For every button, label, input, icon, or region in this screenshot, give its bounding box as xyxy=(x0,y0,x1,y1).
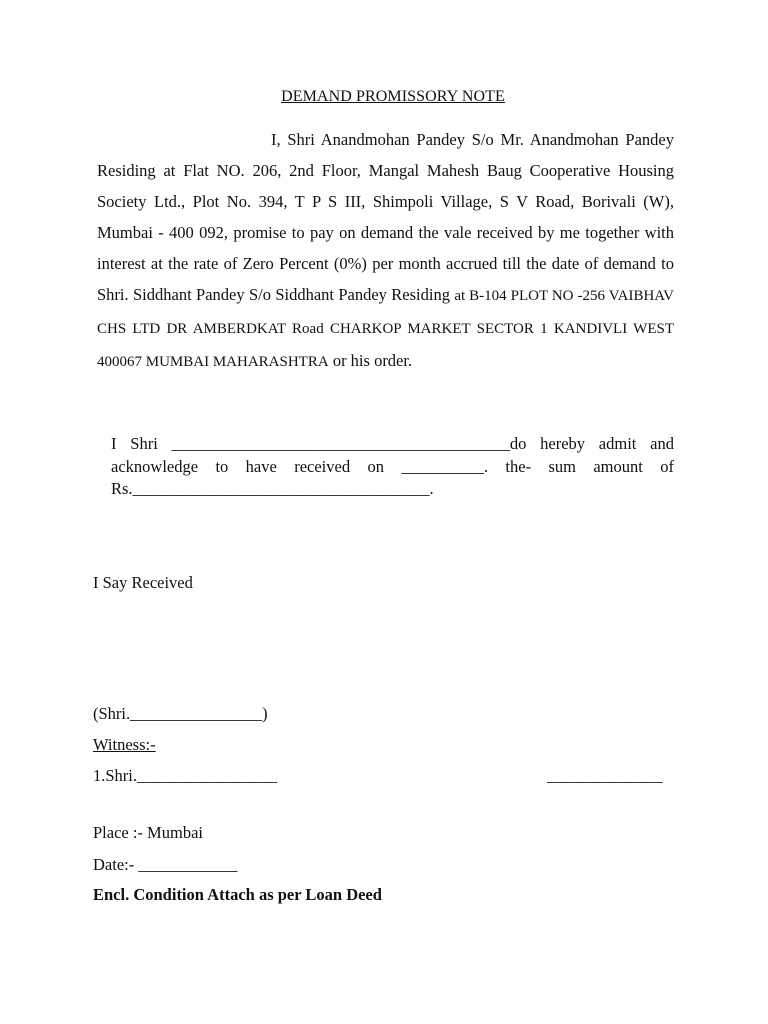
witness-1-line: 1.Shri._________________ xyxy=(93,766,278,785)
paragraph-address: at B-104 PLOT NO -256 VAIBHAV CHS LTD DR AMBERDKAT Road CHARKOP MARKET SECTOR 1 KANDIVLI WEST 400067 MUMBAI MAHARASHTRA xyxy=(97,288,675,370)
place-line: Place :- Mumbai xyxy=(93,823,203,842)
say-received-text: I Say Received xyxy=(93,573,193,592)
witness-label: Witness:- xyxy=(93,735,156,754)
acknowledgement-paragraph: I Shri _________________________________________do hereby admit and acknowledge to have received on __________. the- sum amount of Rs.____________________________________. xyxy=(111,434,674,498)
witness-signature-line: ______________ xyxy=(547,766,663,785)
paragraph-text-3: or his order. xyxy=(332,351,413,370)
shri-signature-line: (Shri.________________) xyxy=(93,704,268,723)
promissory-paragraph xyxy=(97,124,674,378)
enclosure-line: Encl. Condition Attach as per Loan Deed xyxy=(93,885,382,904)
date-line: Date:- ____________ xyxy=(93,855,238,874)
document-title: DEMAND PROMISSORY NOTE xyxy=(281,88,505,105)
paragraph-text-1: I, Shri Anandmohan Pandey S/o Mr. Anandmohan Pandey Residing at Flat NO. 206, 2nd Floor, Mangal Mahesh Baug Cooperative Housing Society Ltd., Plot No. 394, T P S III, Shimpoli Village, S V Road, Borivali (W), Mumbai - 400 092, promise to pay on demand the vale received by me together with interest at the rate of Zero Percent (0%) per month accrued till the date of demand to Shri. Siddhant Pandey S/o Siddhant Pandey Residing xyxy=(97,130,674,304)
